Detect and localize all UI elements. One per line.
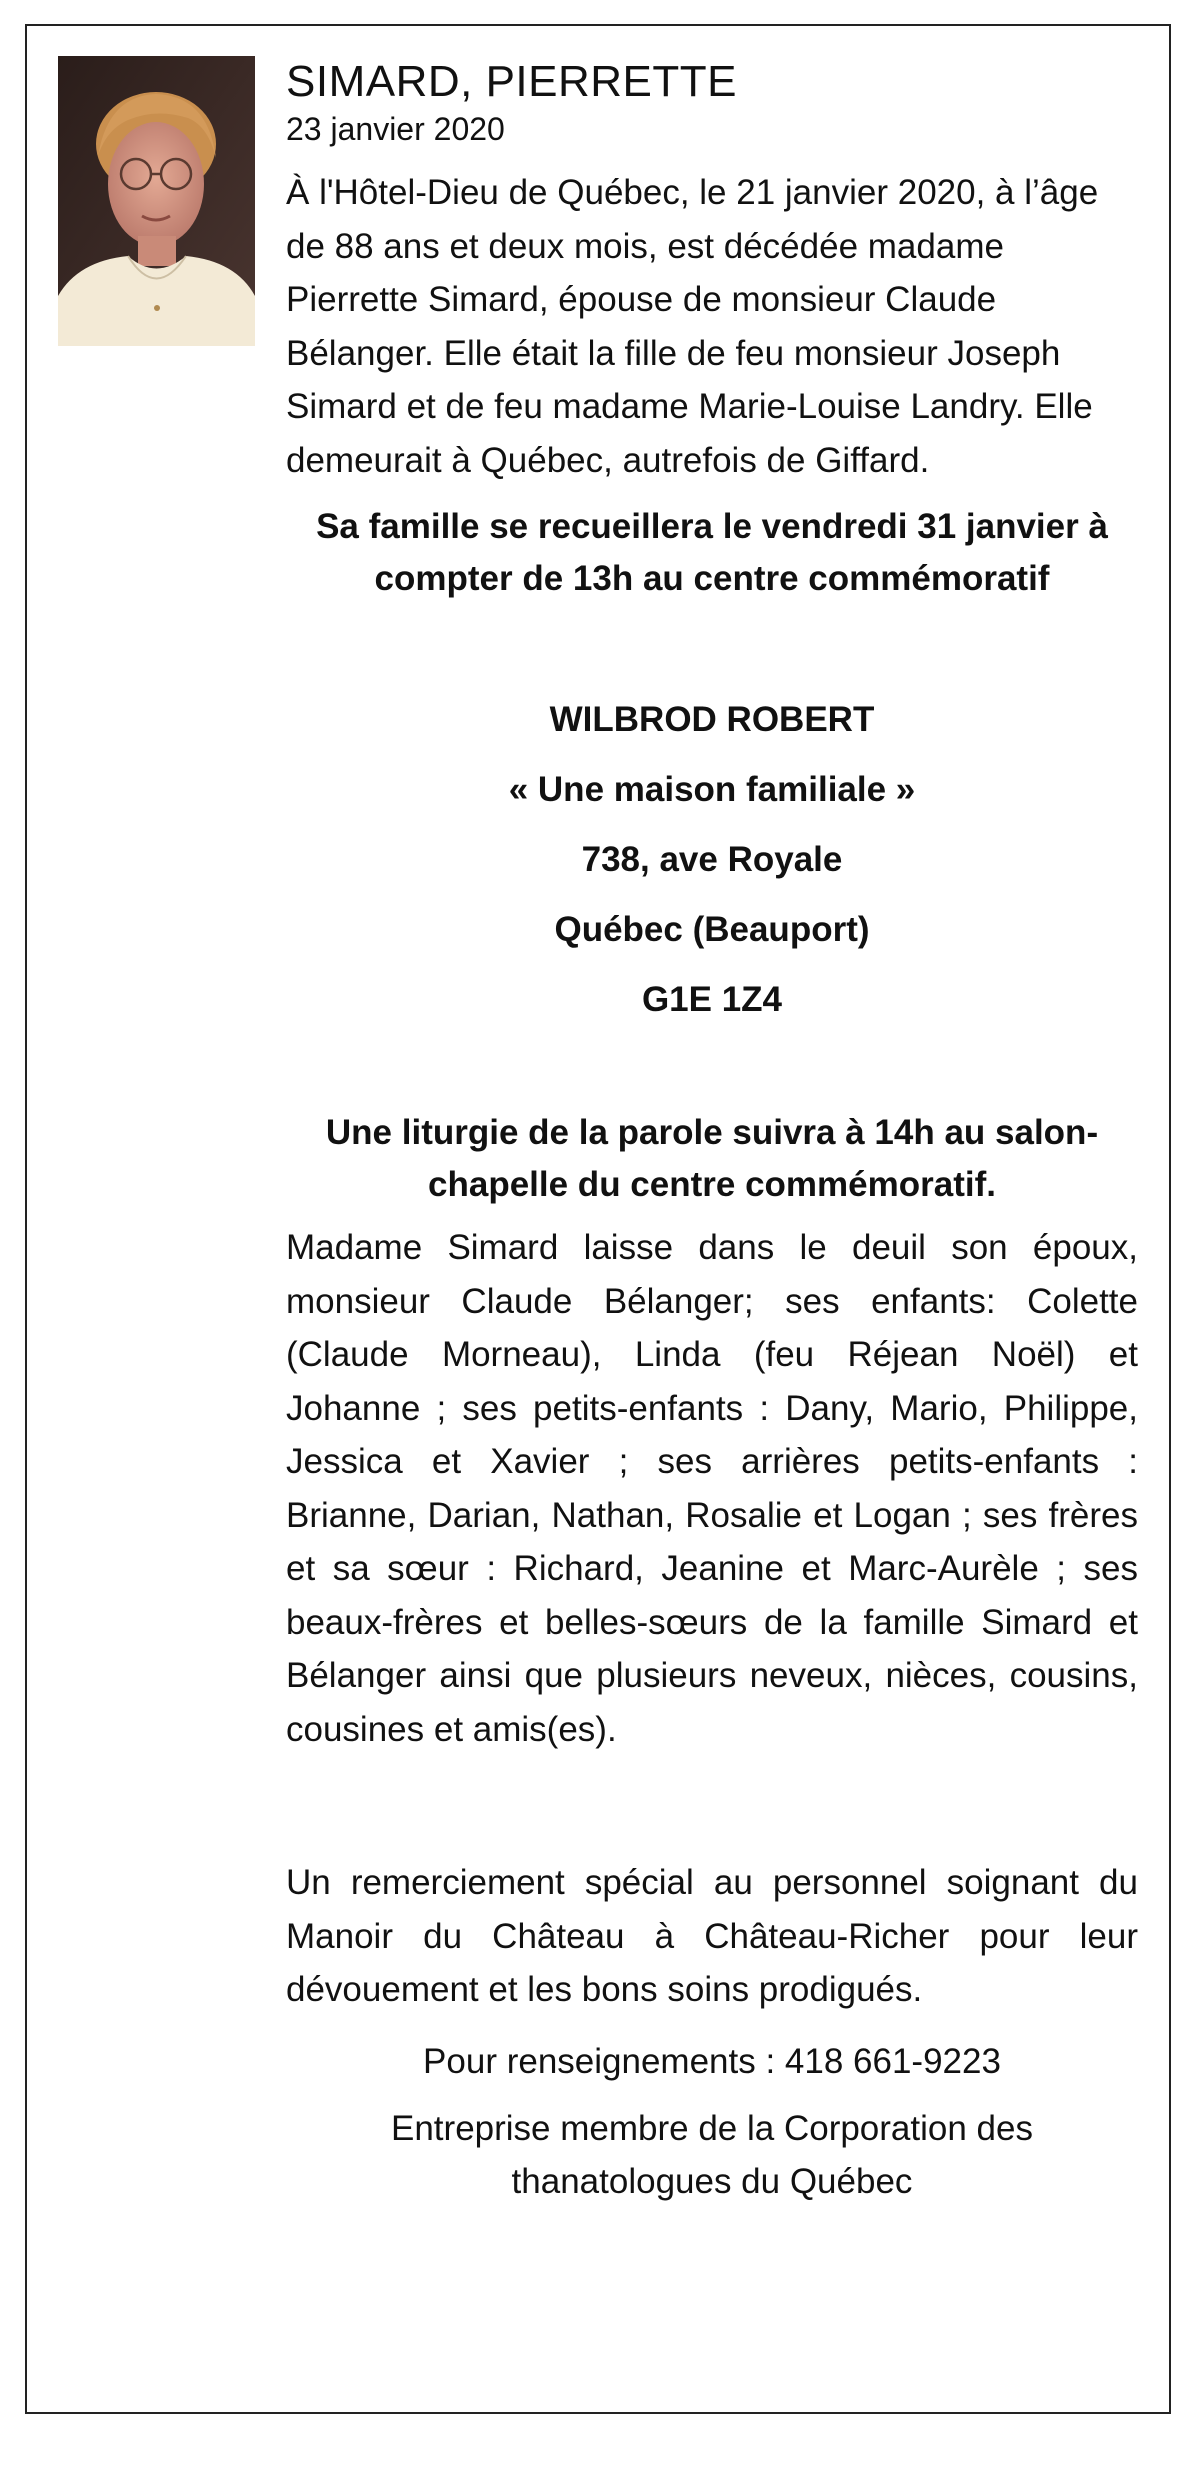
membership-notice: Entreprise membre de la Corporation des thanatologues du Québec <box>391 2108 1033 2201</box>
gathering-notice: Sa famille se recueillera le vendredi 31 janvier à compter de 13h au centre commémoratif <box>316 507 1108 598</box>
deceased-name: SIMARD, PIERRETTE <box>286 57 737 106</box>
funeral-home-slogan: « Une maison familiale » <box>508 770 916 809</box>
portrait-photo <box>58 56 255 346</box>
liturgy-notice: Une liturgie de la parole suivra à 14h au salon-chapelle du centre commémoratif. <box>325 1113 1099 1204</box>
obituary-content <box>286 56 1138 2208</box>
funeral-home-city: Québec (Beauport) <box>554 910 870 949</box>
funeral-home-address <box>286 685 1138 1035</box>
survivors-paragraph: Madame Simard laisse dans le deuil son époux, monsieur Claude Bélanger; ses enfants: Colette (Claude Morneau), Linda (feu Réjean Noël) et Johanne ; ses petits-enfants : Dany, Mario, Philippe, Jessica et Xavier ; ses arrières petits-enfants : Brianne, Darian, Nathan, Rosalie et Logan ; ses frères et sa sœur : Richard, Jeanine et Marc-Aurèle ; ses beaux-frères et belles-sœurs de la famille Simard et Bélanger ainsi que plusieurs neveux, nièces, cousins, cousines et amis(es). <box>286 1228 1138 1749</box>
thanks-paragraph: Un remerciement spécial au personnel soignant du Manoir du Château à Château-Richer pour leur dévouement et les bons soins prodigués. <box>286 1863 1138 2009</box>
funeral-home-name: WILBROD ROBERT <box>549 700 875 739</box>
publication-date: 23 janvier 2020 <box>286 111 505 147</box>
contact-info: Pour renseignements : 418 661-9223 <box>423 2041 1001 2081</box>
funeral-home-postal-code: G1E 1Z4 <box>641 980 783 1019</box>
funeral-home-street: 738, ave Royale <box>581 840 843 879</box>
intro-paragraph: À l'Hôtel-Dieu de Québec, le 21 janvier 2020, à l’âge de 88 ans et deux mois, est décédée madame Pierrette Simard, épouse de monsieur Claude Bélanger. Elle était la fille de feu monsieur Joseph Simard et de feu madame Marie-Louise Landry. Elle demeurait à Québec, autrefois de Giffard. <box>286 173 1099 480</box>
